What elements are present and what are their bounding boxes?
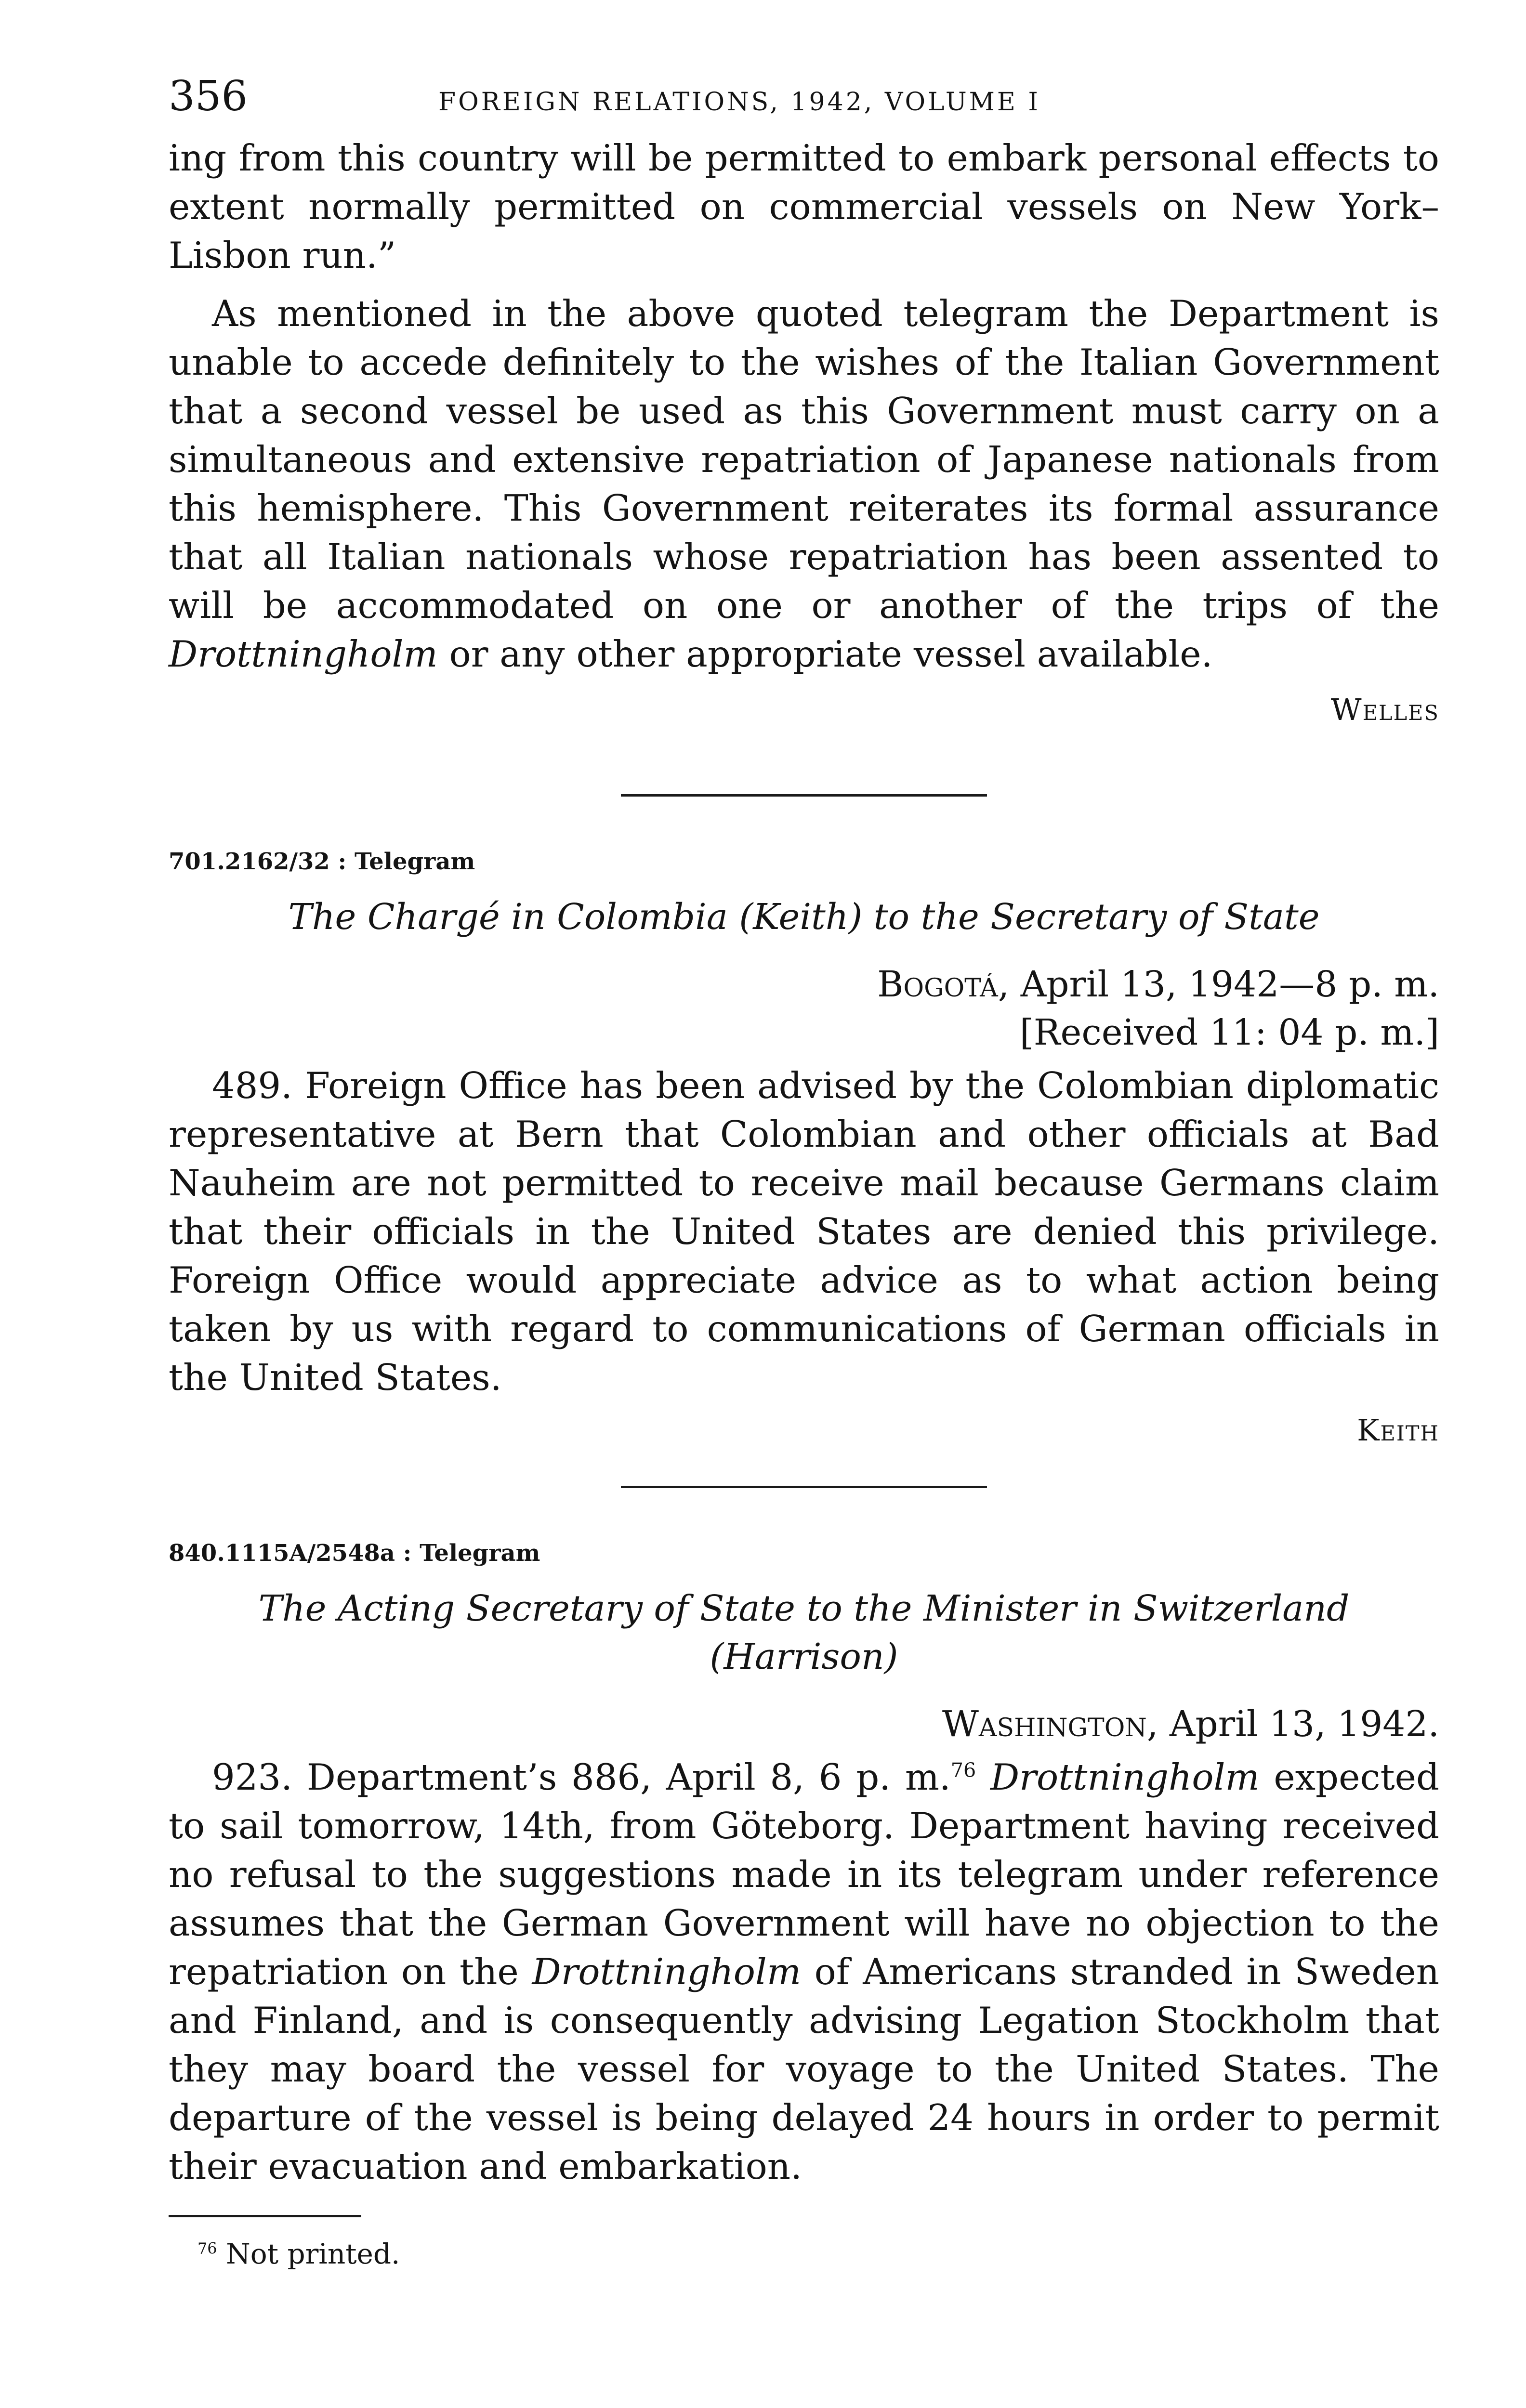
- footnote-reference[interactable]: 76: [950, 1759, 976, 1782]
- telegram-body: 489. Foreign Office has been advised by the Colombian diplomatic representative at Bern that Colombian and other officials at Bad Nauheim are not permitted to receive mail because Germans claim that their officials in the United States are denied this privilege. Foreign Office would appreciate advice as to what action being taken by us with regard to communications of German officials in the United States.: [169, 1064, 1439, 1399]
- dateline-place: Bogotá,: [877, 964, 1010, 1005]
- file-number: 840.1115A/2548a : Telegram: [169, 1540, 540, 1567]
- paragraph-text: or any other appropriate vessel available.: [449, 633, 1213, 675]
- footnote-text: Not printed.: [226, 2238, 400, 2270]
- ship-name: Drottningholm: [532, 1950, 802, 1993]
- footnote: [197, 2235, 1439, 2273]
- paragraph-text: expected to sail tomorrow, 14th, from Göteborg. Department having received no refusal to the suggestions made in its telegram under reference assumes that the German Government will have no objection to the repatriation on the: [169, 1756, 1439, 1993]
- section-divider: [621, 794, 987, 797]
- signature-keith: Keith: [1357, 1413, 1439, 1448]
- paragraph-text: of Americans stranded in Sweden and Finland, and is consequently advising Legation Stockholm that they may board the vessel for voyage to the United States. The departure of the vessel is being delayed 24 hours in order to permit their evacuation and embarkation.: [169, 1950, 1439, 2187]
- paragraph-text: 923. Department’s 886, April 8, 6 p. m.: [212, 1756, 951, 1798]
- dateline-place: Washington,: [942, 1703, 1158, 1745]
- signature-welles: Welles: [1330, 692, 1439, 727]
- running-title: FOREIGN RELATIONS, 1942, VOLUME I: [438, 88, 1040, 117]
- dateline: [169, 960, 1439, 1008]
- document-heading: The Chargé in Colombia (Keith) to the Secretary of State: [288, 896, 1320, 938]
- ship-name: Drottningholm: [990, 1756, 1260, 1798]
- document-heading-recipient: (Harrison): [710, 1636, 898, 1677]
- page-number: 356: [169, 72, 248, 120]
- paragraph-text: As mentioned in the above quoted telegram the Department is unable to accede definitely to the wishes of the Italian Government that a second vessel be used as this Government must carry on a simultaneous and extensive repatriation of Japanese nationals from this hemisphere. This Government reiterates its formal assurance that all Italian nationals whose repatriation has been assented to will be accommodated on one or another of the trips of the: [169, 292, 1439, 627]
- footnote-divider: [169, 2215, 361, 2217]
- dateline: [169, 1700, 1439, 1748]
- file-number: 701.2162/32 : Telegram: [169, 848, 475, 875]
- paragraph-department-assurance: [169, 289, 1439, 679]
- running-head: [169, 72, 1439, 130]
- dateline-date: April 13, 1942.: [1169, 1703, 1439, 1745]
- ship-name: Drottningholm: [169, 633, 438, 675]
- telegram-body: [169, 1753, 1439, 2191]
- continuation-paragraph: ing from this country will be permitted to embark personal effects to extent normally permitted on commercial vessels on New York–Lisbon run.”: [169, 137, 1439, 276]
- dateline-date: April 13, 1942—8 p. m.: [1020, 964, 1439, 1005]
- footnote-number: 76: [197, 2239, 217, 2258]
- section-divider: [621, 1486, 987, 1488]
- document-heading: The Acting Secretary of State to the Minister in Switzerland: [258, 1588, 1350, 1629]
- received-note: [Received 11: 04 p. m.]: [1019, 1012, 1439, 1053]
